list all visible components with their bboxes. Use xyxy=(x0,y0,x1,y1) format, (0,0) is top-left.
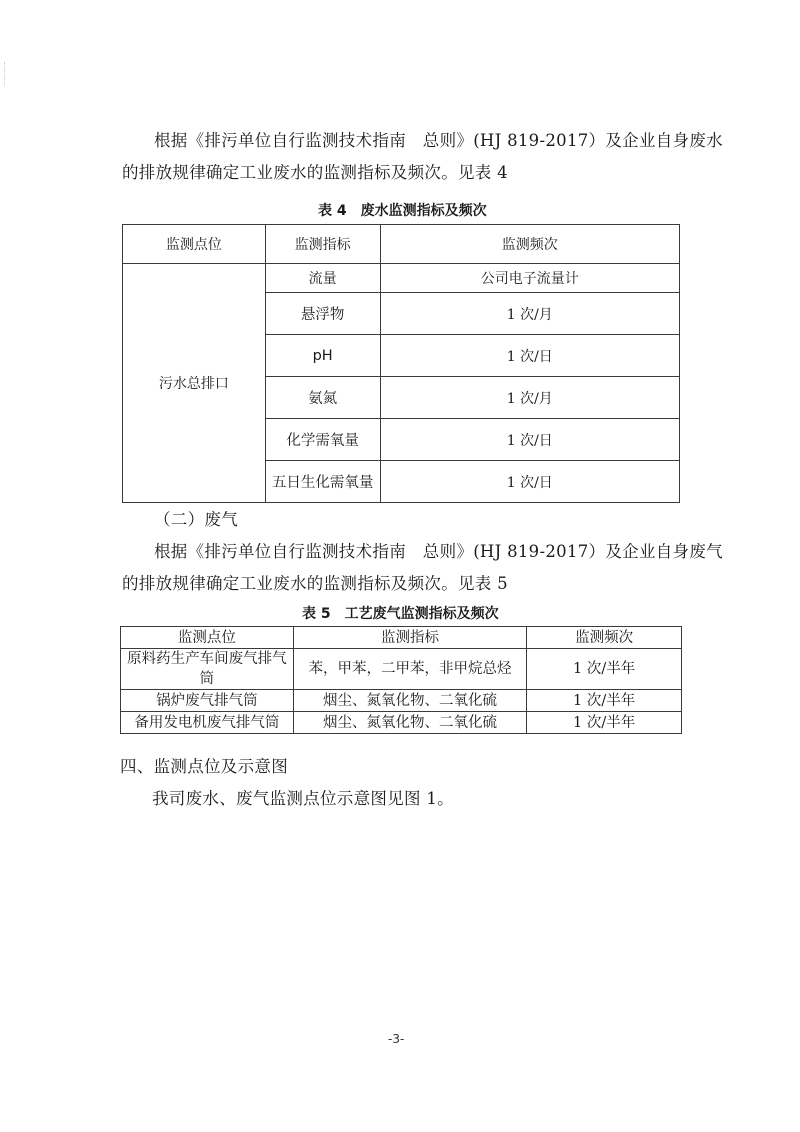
page-number: -3- xyxy=(388,1032,405,1046)
frequency-cell: 1 次/半年 xyxy=(527,690,682,712)
table-5-header-row xyxy=(121,627,682,649)
frequency-cell: 1 次/日 xyxy=(380,419,679,461)
indicator-cell: 流量 xyxy=(265,264,380,293)
indicator-cell: 化学需氧量 xyxy=(265,419,380,461)
header-cell-indicator: 监测指标 xyxy=(265,225,380,264)
header-cell-frequency: 监测频次 xyxy=(380,225,679,264)
location-cell: 锅炉废气排气筒 xyxy=(121,690,294,712)
paragraph-3: 我司废水、废气监测点位示意图见图 1。 xyxy=(152,789,454,808)
table-5-caption: 表 5 工艺废气监测指标及频次 xyxy=(302,606,499,622)
table-4-header-row xyxy=(123,225,680,264)
frequency-cell: 1 次/半年 xyxy=(527,712,682,734)
frequency-cell: 1 次/月 xyxy=(380,293,679,335)
frequency-cell: 1 次/日 xyxy=(380,335,679,377)
frequency-cell: 公司电子流量计 xyxy=(380,264,679,293)
table-4-wastewater xyxy=(122,224,680,503)
indicator-cell: 苯，甲苯，二甲苯，非甲烷总烃 xyxy=(293,649,527,690)
frequency-cell: 1 次/半年 xyxy=(527,649,682,690)
indicator-cell: 悬浮物 xyxy=(265,293,380,335)
indicator-cell: 五日生化需氧量 xyxy=(265,461,380,503)
paragraph-2-line-1: 根据《排污单位自行监测技术指南 总则》(HJ 819-2017）及企业自身废气 xyxy=(154,542,723,561)
header-cell-location: 监测点位 xyxy=(121,627,294,649)
location-cell: 备用发电机废气排气筒 xyxy=(121,712,294,734)
indicator-cell: 烟尘、氮氧化物、二氧化硫 xyxy=(293,690,527,712)
table-5-waste-gas xyxy=(120,626,682,734)
section-4-heading: 四、监测点位及示意图 xyxy=(120,757,288,776)
indicator-cell: 氨氮 xyxy=(265,377,380,419)
table-4-caption: 表 4 废水监测指标及频次 xyxy=(318,203,487,219)
scan-artifact xyxy=(4,62,8,86)
location-cell: 原料药生产车间废气排气筒 xyxy=(121,649,294,690)
header-cell-indicator: 监测指标 xyxy=(293,627,527,649)
indicator-cell: pH xyxy=(265,335,380,377)
paragraph-1-line-1: 根据《排污单位自行监测技术指南 总则》(HJ 819-2017）及企业自身废水 xyxy=(154,131,723,150)
header-cell-location: 监测点位 xyxy=(123,225,266,264)
header-cell-frequency: 监测频次 xyxy=(527,627,682,649)
frequency-cell: 1 次/月 xyxy=(380,377,679,419)
table-row xyxy=(123,264,680,293)
paragraph-2-line-2: 的排放规律确定工业废水的监测指标及频次。见表 5 xyxy=(122,574,508,593)
frequency-cell: 1 次/日 xyxy=(380,461,679,503)
section-heading-waste-gas: （二）废气 xyxy=(154,510,238,529)
indicator-cell: 烟尘、氮氧化物、二氧化硫 xyxy=(293,712,527,734)
location-cell: 污水总排口 xyxy=(123,264,266,503)
paragraph-1-line-2: 的排放规律确定工业废水的监测指标及频次。见表 4 xyxy=(122,163,508,182)
table-row xyxy=(121,649,682,690)
table-row xyxy=(121,712,682,734)
table-row xyxy=(121,690,682,712)
